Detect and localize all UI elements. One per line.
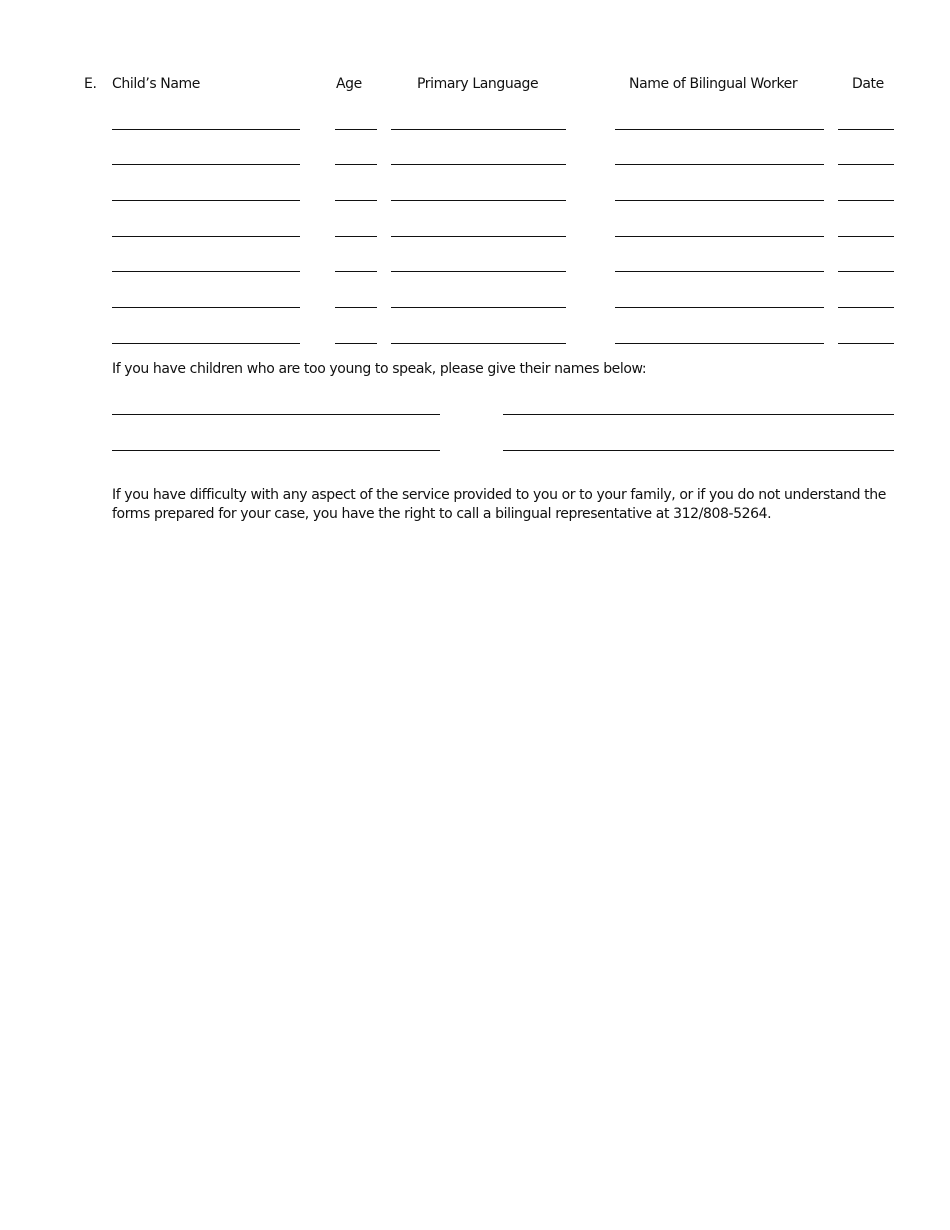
age-field[interactable] <box>335 164 377 165</box>
header-age: Age <box>336 76 362 92</box>
child-name-field[interactable] <box>112 307 300 308</box>
date-field[interactable] <box>838 200 894 201</box>
child-name-field[interactable] <box>112 200 300 201</box>
bilingual-worker-field[interactable] <box>615 164 824 165</box>
child-name-field[interactable] <box>112 343 300 344</box>
child-name-field[interactable] <box>112 129 300 130</box>
young-child-name-field[interactable] <box>112 414 440 415</box>
header-bilingual-worker: Name of Bilingual Worker <box>629 76 798 92</box>
bilingual-worker-field[interactable] <box>615 129 824 130</box>
age-field[interactable] <box>335 343 377 344</box>
header-primary-language: Primary Language <box>417 76 539 92</box>
primary-language-field[interactable] <box>391 307 566 308</box>
young-child-name-field[interactable] <box>503 414 894 415</box>
primary-language-field[interactable] <box>391 343 566 344</box>
header-child-name: Child’s Name <box>112 76 201 92</box>
header-date: Date <box>852 76 884 92</box>
child-entry-row <box>0 236 950 237</box>
child-entry-row <box>0 271 950 272</box>
primary-language-field[interactable] <box>391 164 566 165</box>
bilingual-worker-field[interactable] <box>615 271 824 272</box>
age-field[interactable] <box>335 129 377 130</box>
child-name-field[interactable] <box>112 271 300 272</box>
young-child-name-field[interactable] <box>112 450 440 451</box>
young-child-name-field[interactable] <box>503 450 894 451</box>
child-entry-row <box>0 164 950 165</box>
primary-language-field[interactable] <box>391 129 566 130</box>
age-field[interactable] <box>335 200 377 201</box>
bilingual-worker-field[interactable] <box>615 343 824 344</box>
age-field[interactable] <box>335 271 377 272</box>
age-field[interactable] <box>335 307 377 308</box>
child-entry-row <box>0 343 950 344</box>
age-field[interactable] <box>335 236 377 237</box>
date-field[interactable] <box>838 307 894 308</box>
primary-language-field[interactable] <box>391 200 566 201</box>
young-children-prompt: If you have children who are too young to speak, please give their names below: <box>112 361 647 377</box>
child-entry-row <box>0 129 950 130</box>
date-field[interactable] <box>838 129 894 130</box>
primary-language-field[interactable] <box>391 271 566 272</box>
child-entry-row <box>0 200 950 201</box>
date-field[interactable] <box>838 343 894 344</box>
date-field[interactable] <box>838 236 894 237</box>
child-name-field[interactable] <box>112 164 300 165</box>
child-entry-row <box>0 307 950 308</box>
bilingual-rights-notice: If you have difficulty with any aspect of the service provided to you or to your family, or if you do not understand the forms prepared for your case, you have the right to call a bilingual representative at 312/808-5264. <box>112 487 886 522</box>
date-field[interactable] <box>838 164 894 165</box>
section-letter: E. <box>84 76 97 92</box>
bilingual-worker-field[interactable] <box>615 307 824 308</box>
primary-language-field[interactable] <box>391 236 566 237</box>
date-field[interactable] <box>838 271 894 272</box>
bilingual-worker-field[interactable] <box>615 200 824 201</box>
bilingual-worker-field[interactable] <box>615 236 824 237</box>
child-name-field[interactable] <box>112 236 300 237</box>
